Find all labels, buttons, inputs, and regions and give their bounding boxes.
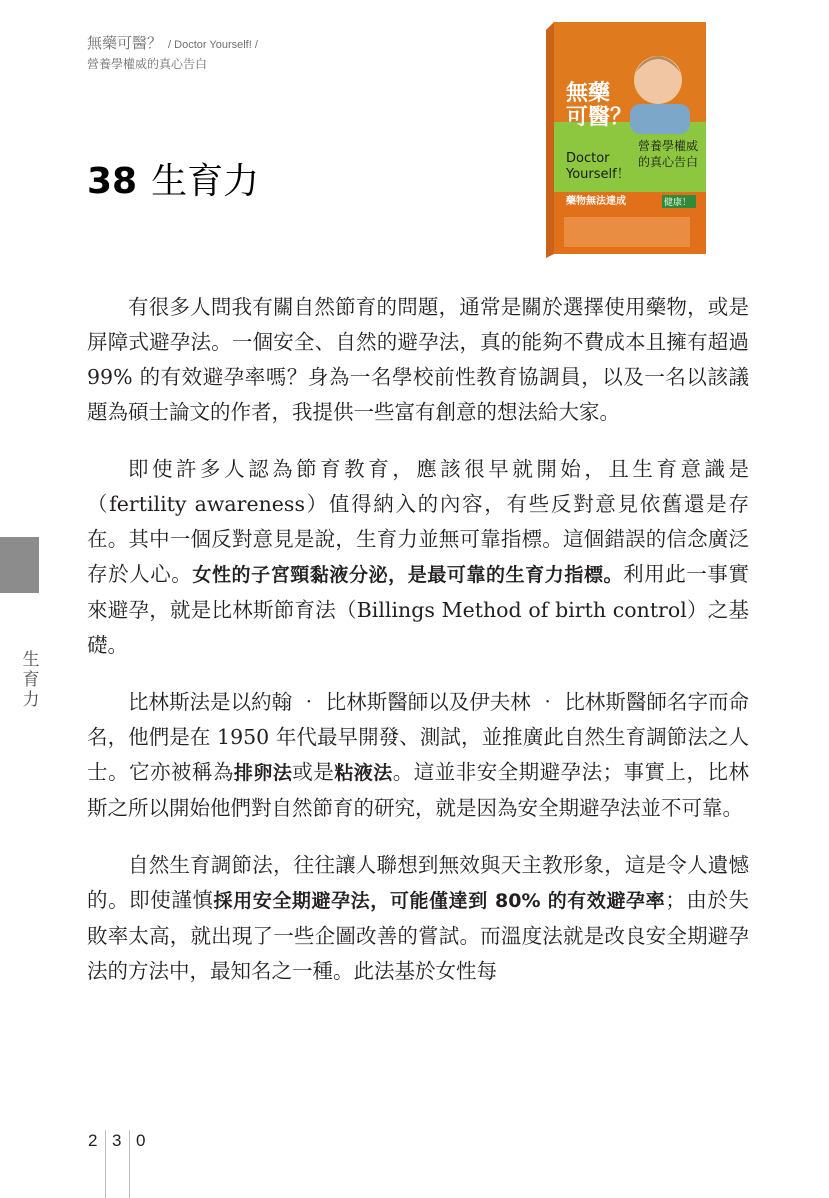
page-number-digit: 3 <box>112 1131 122 1150</box>
cover-subtitle-2: 的真心告白 <box>638 155 699 169</box>
paragraph <box>87 848 749 989</box>
bold-emphasis: 女性的子宮頸黏液分泌，是最可靠的生育力指標。 <box>192 564 624 586</box>
cover-spine <box>546 22 554 258</box>
cover-subtitle-1: 營養學權威 <box>638 139 699 153</box>
cover-text-block <box>564 217 690 247</box>
bold-emphasis: 粘液法 <box>334 762 393 784</box>
page-number-digit: 2 <box>88 1131 98 1150</box>
book-subtitle: 營養學權威的真心告白 <box>87 57 208 71</box>
running-head-title <box>87 33 258 55</box>
book-title-zh: 無藥可醫？ <box>87 34 163 52</box>
bold-emphasis: 排卵法 <box>233 762 293 784</box>
bold-emphasis: 採用安全期避孕法，可能僅達到 80% 的有效避孕率 <box>213 890 666 912</box>
book-cover-image <box>546 22 706 258</box>
cover-tagline: 藥物無法達成 <box>566 196 626 207</box>
folio-rule <box>129 1130 130 1198</box>
side-label-char: 生 <box>22 650 40 670</box>
author-photo-head <box>634 56 682 104</box>
side-chapter-label <box>20 650 42 710</box>
text-run: ；由於失敗率太高，就出現了一些企圖改善的嘗試。而溫度法就是改良安全期避孕法的方法中，最知名之一種。此法基於女性每 <box>87 888 750 983</box>
chapter-tab-marker <box>0 537 39 593</box>
side-label-char: 力 <box>22 690 40 710</box>
text-run: 。這並非安全期避孕法；事實上，比林斯之所以開始他們對自然節育的研究，就是因為安全期避孕法並不可靠。 <box>87 760 749 820</box>
text-run: 利用此一事實來避孕，就是比林斯節育法（Billings Method of birth control）之基礎。 <box>87 562 749 657</box>
chapter-title <box>87 158 259 206</box>
paragraph <box>87 290 749 430</box>
cover-tagline-end: 健康！ <box>664 198 692 208</box>
chapter-number: 38 <box>87 161 138 202</box>
chapter-name: 生育力 <box>151 161 260 202</box>
text-run: 自然生育調節法，往往讓人聯想到無效與天主教形象，這是令人遺憾的。即使謹慎 <box>87 853 749 912</box>
text-run: 或是 <box>292 760 335 784</box>
text-run: 即使許多人認為節育教育，應該很早就開始，且生育意識是（fertility awareness）值得納入的內容，有些反對意見依舊還是存在。其中一個反對意見是說，生育力並無可靠指標。這個錯誤的信念廣泛存於人心。 <box>87 457 749 586</box>
running-head <box>87 33 258 73</box>
text-run: 有很多人問我有關自然節育的問題，通常是關於選擇使用藥物，或是屏障式避孕法。一個安全、自然的避孕法，真的能夠不費成本且擁有超過 99% 的有效避孕率嗎？身為一名學校前性教育協調員，以及一名以該議題為碩士論文的作者，我提供一些富有創意的想法給大家。 <box>87 295 749 424</box>
page-number-digit: 0 <box>136 1131 146 1150</box>
side-label-char: 育 <box>22 670 40 690</box>
cover-english-1: Doctor <box>566 151 610 166</box>
text-run: 比林斯法是以約翰 ‧ 比林斯醫師以及伊夫林 ‧ 比林斯醫師名字而命名，他們是在 1950 年代最早開發、測試，並推廣此自然生育調節法之人士。它亦被稱為 <box>87 690 749 784</box>
cover-title-2: 可醫？ <box>566 105 633 130</box>
book-title-en: / Doctor Yourself! / <box>168 39 258 51</box>
paragraph <box>87 685 749 826</box>
author-photo-body <box>630 104 690 134</box>
paragraph <box>87 452 749 663</box>
folio-rule <box>105 1130 106 1198</box>
cover-english-2: Yourself！ <box>566 167 630 182</box>
cover-title-1: 無藥 <box>566 81 611 106</box>
body-text <box>87 290 749 1011</box>
